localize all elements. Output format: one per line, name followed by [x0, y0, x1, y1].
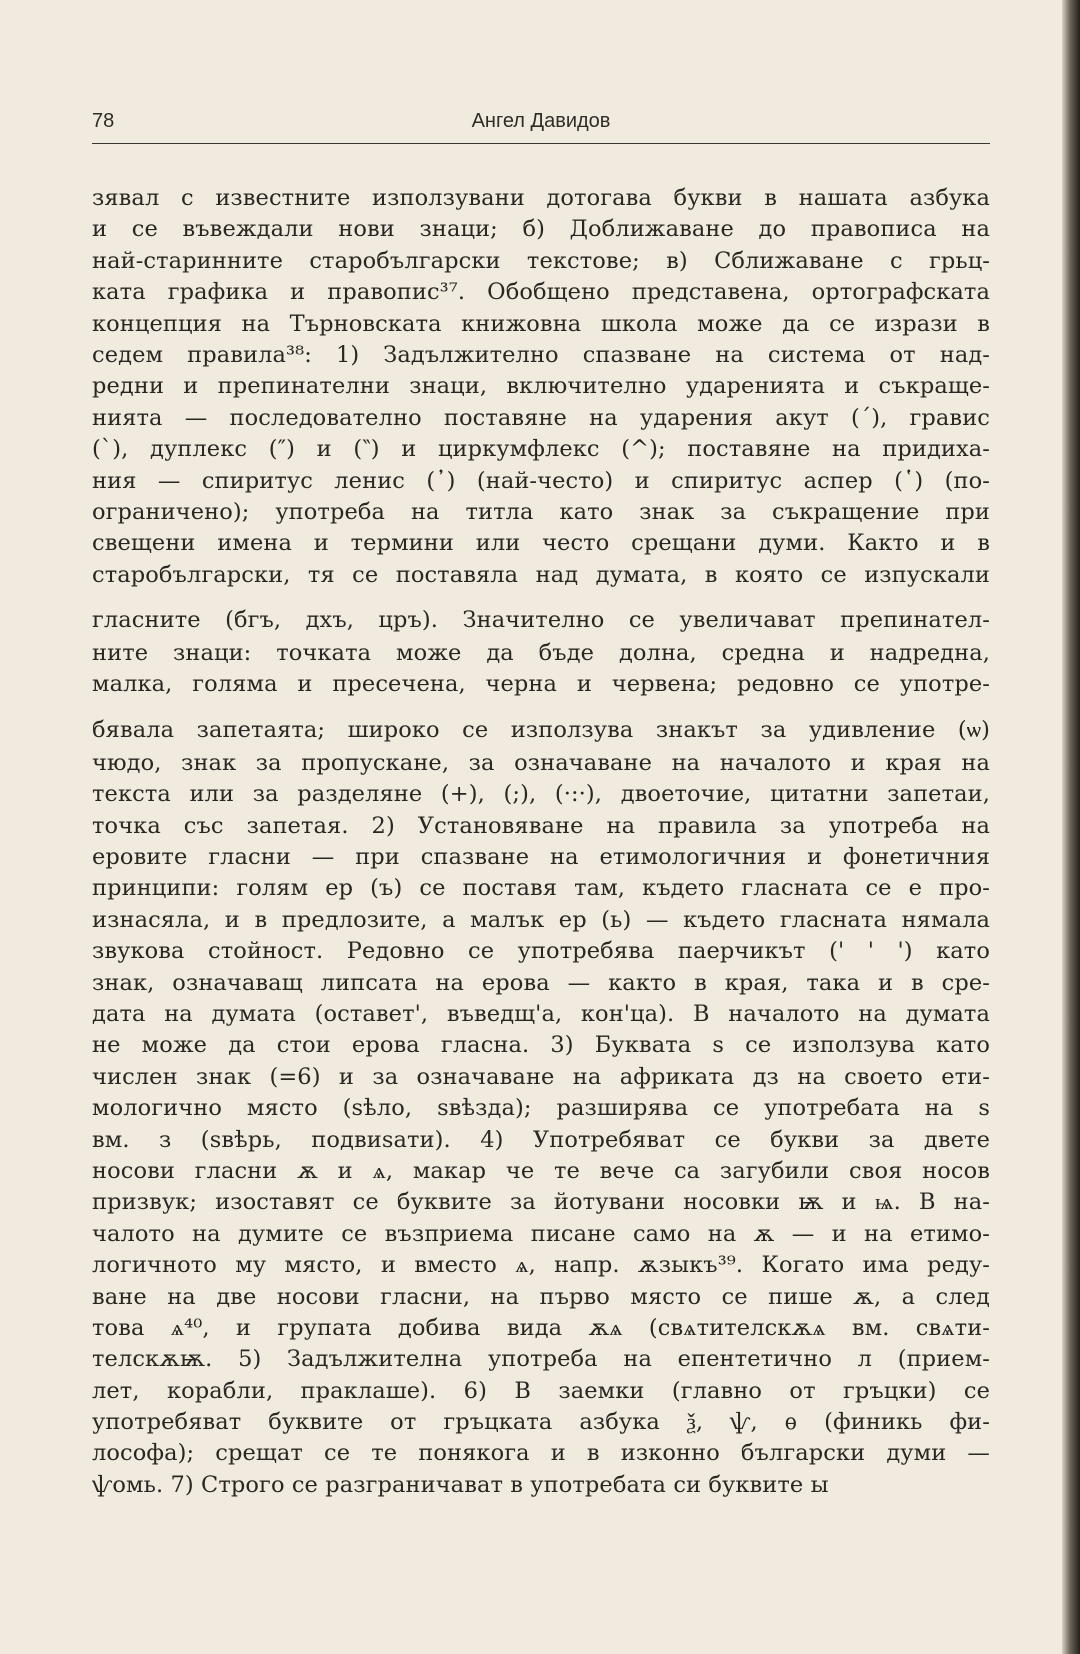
text-line: и се въвеждали нови знаци; б) Доближаване до правописа на	[92, 216, 990, 243]
text-line: седем правила³⁸: 1) Задължително спазване на система от над-	[92, 341, 990, 368]
text-line: телскѫѭ. 5) Задължителна употреба на епентетично л (прием-	[92, 1346, 990, 1373]
text-line: редни и препинателни знаци, включително ударенията и съкраще-	[92, 373, 990, 400]
text-line: ване на две носови гласни, на първо място се пише ѫ, а след	[92, 1283, 990, 1310]
text-line: принципи: голям ер (ъ) се поставя там, където гласната се е про-	[92, 875, 990, 902]
text-line: звукова стойност. Редовно се употребява паерчикът (' ' ') като	[92, 938, 990, 965]
text-line: логичното му място, и вместо ѧ, напр. ѫзыкъ³⁹. Когато има реду-	[92, 1252, 990, 1279]
text-line: мологично място (ѕѣло, ѕвѣзда); разширява се употребата на ѕ	[92, 1095, 990, 1122]
text-line: ограничено); употреба на титла като знак за съкращение при	[92, 498, 990, 525]
text-line: старобългарски, тя се поставяла над думата, в която се изпускали	[92, 561, 990, 588]
text-line: призвук; изоставят се буквите за йотувани носовки ѭ и ѩ. В на-	[92, 1189, 990, 1216]
text-line: числен знак (=6) и за означаване на африката дз на своето ети-	[92, 1063, 990, 1090]
text-line: (`), дуплекс (″) и (‶) и циркумфлекс (^); поставяне на придиха-	[92, 436, 990, 463]
text-line: лет, корабли, праклаше). 6) В заемки (главно от гръцки) се	[92, 1377, 990, 1404]
book-binding-edge	[1062, 0, 1080, 1654]
header-rule	[92, 143, 990, 144]
text-line: употребяват буквите от гръцката азбука ѯ, ѱ, ѳ (финикь фи-	[92, 1409, 990, 1436]
text-line: вм. з (ѕвѣрь, подвиѕати). 4) Употребяват се букви за двете	[92, 1126, 990, 1153]
text-line: най-старинните старобългарски текстове; в) Сближаване с грьц-	[92, 247, 990, 274]
text-line: свещени имена и термини или често срещани думи. Както и в	[92, 530, 990, 557]
text-line: малка, голяма и пресечена, черна и червена; редовно се употре-	[92, 671, 990, 698]
text-line: гласните (бгъ, дхъ, цръ). Значително се увеличават препинател-	[92, 607, 990, 634]
page-header	[92, 106, 990, 140]
text-line: чюдо, знак за пропускане, за означаване на началото и края на	[92, 749, 990, 776]
text-line: нията — последователно поставяне на ударения акут (´), гравис	[92, 404, 990, 431]
page-number: 78	[92, 110, 115, 132]
text-line: лософа); срещат се те понякога и в изконно български думи —	[92, 1440, 990, 1467]
body-text	[92, 183, 990, 1501]
text-line: носови гласни ѫ и ѧ, макар че те вече са загубили своя носов	[92, 1157, 990, 1184]
text-line: бявала запетаята; широко се използува знакът за удивление (ѡ)	[92, 716, 990, 743]
text-line: точка със запетая. 2) Установяване на правила за употреба на	[92, 812, 990, 839]
text-line: знак, означаващ липсата на ерова — както в края, така и в сре-	[92, 969, 990, 996]
text-line: концепция на Търновската книжовна школа може да се изрази в	[92, 310, 990, 337]
text-line: ѱомь. 7) Строго се разграничават в употребата си буквите ы	[92, 1471, 829, 1498]
text-line: това ѧ⁴⁰, и групата добива вида ѫѧ (свѧтителскѫѧ вм. свѧти-	[92, 1314, 990, 1341]
running-head: Ангел Давидов	[471, 110, 611, 132]
text-line: ните знаци: точката може да бъде долна, средна и надредна,	[92, 640, 990, 667]
text-line: ния — спиритус ленис (᾿) (най-често) и спиритус аспер (῾) (по-	[92, 467, 990, 494]
text-line: не може да стои ерова гласна. 3) Буквата ѕ се използува като	[92, 1032, 990, 1059]
text-line: текста или за разделяне (+), (;), (·:·), двоеточие, цитатни запетаи,	[92, 781, 990, 808]
text-line: чалото на думите се възприема писане само на ѫ — и на етимо-	[92, 1220, 990, 1247]
text-line: ката графика и правопис³⁷. Обобщено представена, ортографската	[92, 279, 990, 306]
text-line: зявал с известните използувани дотогава букви в нашата азбука	[92, 185, 990, 211]
text-line: изнасяла, и в предлозите, а малък ер (ь) — където гласната нямала	[92, 906, 990, 933]
text-line: дата на думата (оставет', въведщ'а, кон'ца). В началото на думата	[92, 1000, 990, 1027]
text-line: еровите гласни — при спазване на етимологичния и фонетичния	[92, 844, 990, 871]
